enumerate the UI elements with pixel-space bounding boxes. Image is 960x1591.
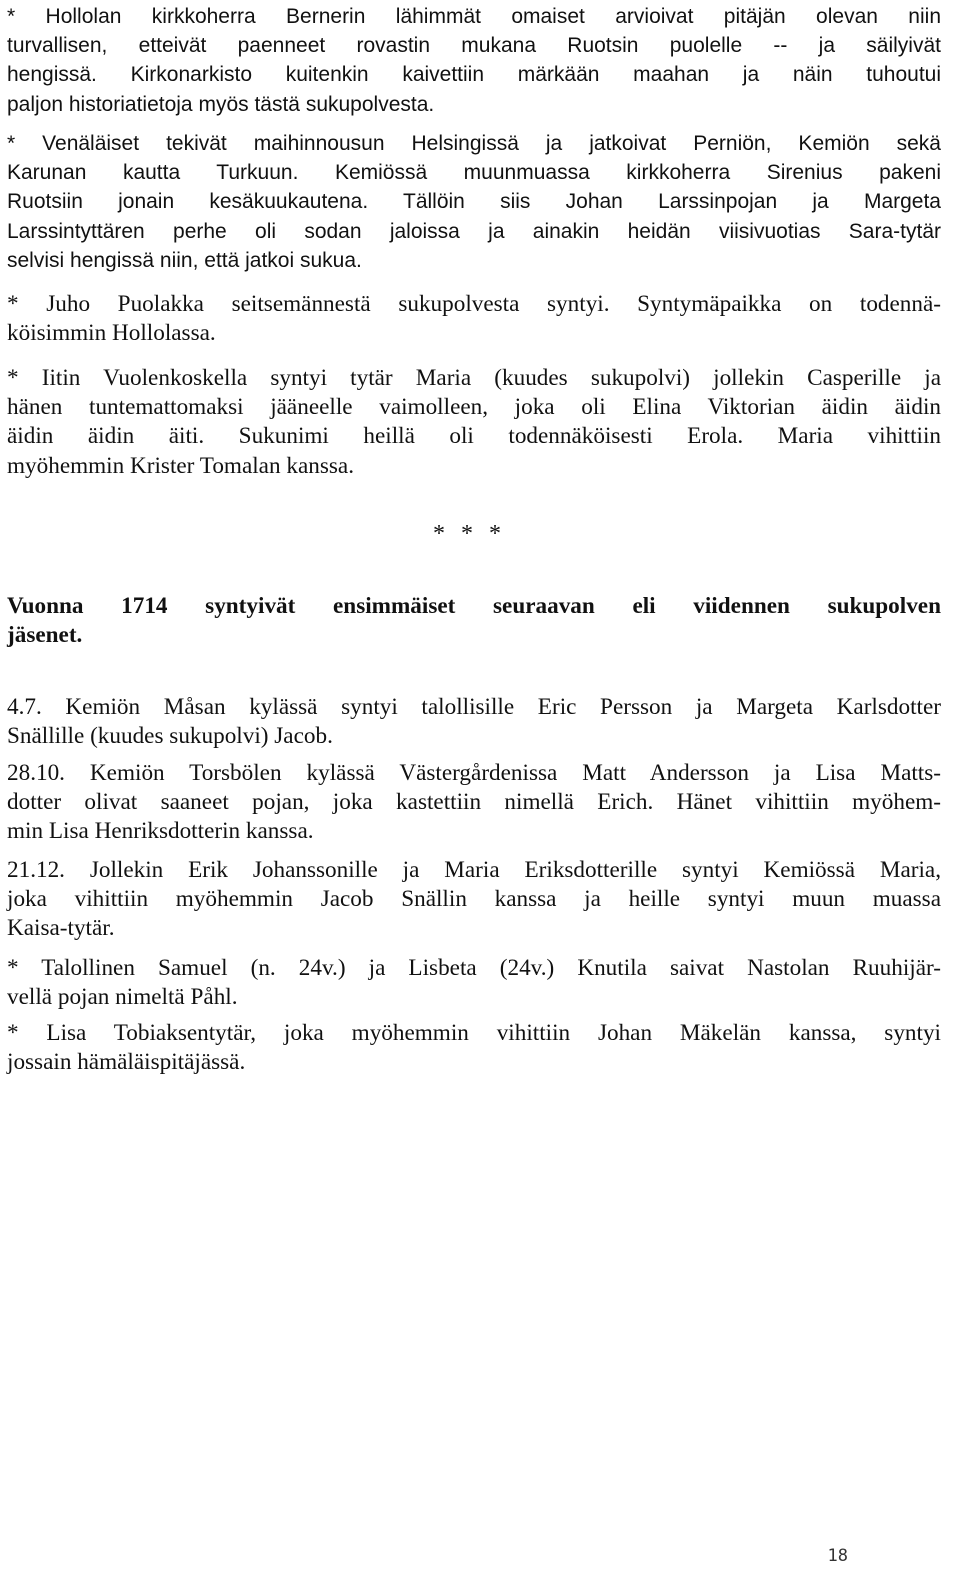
text-line: * Iitin Vuolenkoskella syntyi tytär Maria (kuudes sukupolvi) jollekin Casperille ja [7, 365, 941, 391]
text-line: * Juho Puolakka seitsemännestä sukupolvesta syntyi. Syntymäpaikka on todennä- [7, 291, 941, 317]
birth-entry [7, 1019, 941, 1077]
text-line: äidin äidin äiti. Sukunimi heillä oli todennäköisesti Erola. Maria vihittiin [7, 423, 941, 450]
text-line: jossain hämäläispitäjässä. [7, 1049, 246, 1076]
text-line: myöhemmin Krister Tomalan kanssa. [7, 452, 354, 479]
text-line: köisimmin Hollolassa. [7, 320, 216, 347]
text-line: 28.10. Kemiön Torsbölen kylässä Västergårdenissa Matt Andersson ja Lisa Matts- [7, 760, 941, 786]
text-line: 4.7. Kemiön Måsan kylässä syntyi talollisille Eric Persson ja Margeta Karlsdotter [7, 694, 941, 720]
heading-line: jäsenet. [7, 622, 83, 649]
text-line: * Talollinen Samuel (n. 24v.) ja Lisbeta (24v.) Knutila saivat Nastolan Ruuhijär- [7, 955, 941, 981]
text-line: turvallisen, etteivät paenneet rovastin mukana Ruotsin puolelle -- ja säilyivät [7, 34, 941, 58]
section-separator: * * * [433, 521, 503, 547]
birth-entry [7, 856, 941, 944]
text-line: Snällille (kuudes sukupolvi) Jacob. [7, 723, 333, 750]
birth-entry [7, 954, 941, 1012]
text-line: * Lisa Tobiaksentytär, joka myöhemmin vihittiin Johan Mäkelän kanssa, syntyi [7, 1020, 941, 1046]
heading-line: Vuonna 1714 syntyivät ensimmäiset seuraavan eli viidennen sukupolven [7, 593, 941, 619]
text-line: min Lisa Henriksdotterin kanssa. [7, 818, 314, 845]
text-line: vellä pojan nimeltä Påhl. [7, 984, 238, 1011]
text-line: Larssintyttären perhe oli sodan jaloissa ja ainakin heidän viisivuotias Sara-tytär [7, 219, 941, 243]
section-heading [7, 592, 941, 650]
text-line: hengissä. Kirkonarkisto kuitenkin kaivettiin märkään maahan ja näin tuhoutui [7, 63, 941, 87]
intro-paragraph [7, 2, 941, 119]
text-line: joka vihittiin myöhemmin Jacob Snällin kanssa ja heille syntyi muun muassa [7, 886, 941, 913]
text-line: Karunan kautta Turkuun. Kemiössä muunmuassa kirkkoherra Sirenius pakeni [7, 161, 941, 185]
text-line: selvisi hengissä niin, että jatkoi sukua. [7, 248, 362, 272]
text-line: hänen tuntemattomaksi jääneelle vaimolleen, joka oli Elina Viktorian äidin äidin [7, 394, 941, 421]
russians-paragraph [7, 129, 941, 275]
text-line: Kaisa-tytär. [7, 915, 115, 942]
text-line: 21.12. Jollekin Erik Johanssonille ja Maria Eriksdotterille syntyi Kemiössä Maria, [7, 857, 941, 883]
text-line: paljon historiatietoja myös tästä sukupolvesta. [7, 92, 435, 116]
text-line: dotter olivat saaneet pojan, joka kastettiin nimellä Erich. Hänet vihittiin myöhem- [7, 789, 941, 816]
birth-entry [7, 759, 941, 847]
text-line: * Venäläiset tekivät maihinnousun Helsingissä ja jatkoivat Perniön, Kemiön sekä [7, 132, 941, 155]
page-number: 18 [827, 1546, 848, 1566]
iitin-paragraph [7, 364, 941, 481]
text-line: Ruotsiin jonain kesäkuukautena. Tällöin siis Johan Larssinpojan ja Margeta [7, 190, 941, 214]
juho-paragraph [7, 290, 941, 348]
birth-entry [7, 693, 941, 751]
text-line: * Hollolan kirkkoherra Bernerin lähimmät omaiset arvioivat pitäjän olevan niin [7, 5, 941, 28]
